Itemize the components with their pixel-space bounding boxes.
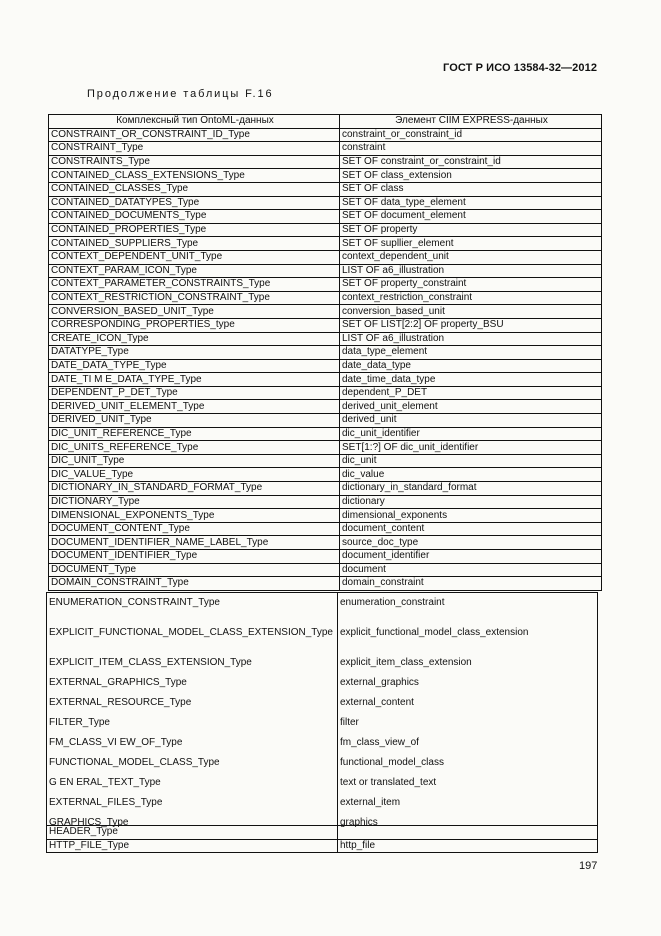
- table-row: [49, 414, 602, 428]
- ciim-element-cell: filter: [338, 713, 598, 733]
- document-code: ГОСТ Р ИСО 13584-32—2012: [443, 62, 598, 74]
- table-row: [49, 142, 602, 156]
- ontoml-type-cell: EXPLICIT_FUNCTIONAL_MODEL_CLASS_EXTENSION_Type: [47, 613, 338, 653]
- table-row: [49, 563, 602, 577]
- mapping-table: [48, 114, 602, 591]
- table-row: [49, 182, 602, 196]
- ciim-element-cell: dependent_P_DET: [340, 386, 602, 400]
- table-row: [47, 733, 598, 753]
- ciim-element-cell: conversion_based_unit: [340, 305, 602, 319]
- ciim-element-cell: dic_value: [340, 468, 602, 482]
- ciim-element-cell: dic_unit: [340, 454, 602, 468]
- ontoml-type-cell: CONSTRAINT_OR_CONSTRAINT_ID_Type: [49, 128, 340, 142]
- ciim-element-cell: SET OF class_extension: [340, 169, 602, 183]
- ciim-element-cell: derived_unit: [340, 414, 602, 428]
- table-row: [49, 522, 602, 536]
- ciim-element-cell: dictionary: [340, 495, 602, 509]
- ciim-element-cell: SET OF constraint_or_constraint_id: [340, 155, 602, 169]
- ciim-element-cell: explicit_functional_model_class_extension: [338, 613, 598, 653]
- ciim-element-cell: document_content: [340, 522, 602, 536]
- ciim-element-cell: [338, 826, 598, 840]
- ontoml-type-cell: DOCUMENT_IDENTIFIER_Type: [49, 550, 340, 564]
- ciim-element-cell: explicit_item_class_extension: [338, 653, 598, 673]
- column-header: Элемент CIIM EXPRESS-данных: [340, 115, 602, 129]
- ontoml-type-cell: DICTIONARY_Type: [49, 495, 340, 509]
- ontoml-type-cell: DICTIONARY_IN_STANDARD_FORMAT_Type: [49, 482, 340, 496]
- ontoml-type-cell: DOMAIN_CONSTRAINT_Type: [49, 577, 340, 591]
- ontoml-type-cell: DOCUMENT_IDENTIFIER_NAME_LABEL_Type: [49, 536, 340, 550]
- table-row: [49, 237, 602, 251]
- ciim-element-cell: SET[1:?] OF dic_unit_identifier: [340, 441, 602, 455]
- ontoml-type-cell: DIC_UNITS_REFERENCE_Type: [49, 441, 340, 455]
- ciim-element-cell: SET OF class: [340, 182, 602, 196]
- page-number: 197: [579, 860, 598, 872]
- ontoml-type-cell: CONSTRAINT_Type: [49, 142, 340, 156]
- table-row: [49, 454, 602, 468]
- ciim-element-cell: text or translated_text: [338, 773, 598, 793]
- ontoml-type-cell: CONVERSION_BASED_UNIT_Type: [49, 305, 340, 319]
- ontoml-type-cell: CONTEXT_PARAM_ICON_Type: [49, 264, 340, 278]
- ciim-element-cell: data_type_element: [340, 346, 602, 360]
- ciim-element-cell: external_content: [338, 693, 598, 713]
- table-row: [47, 653, 598, 673]
- ontoml-type-cell: CONTAINED_SUPPLIERS_Type: [49, 237, 340, 251]
- ciim-element-cell: document: [340, 563, 602, 577]
- table-row: [49, 332, 602, 346]
- ciim-element-cell: LIST OF a6_illustration: [340, 332, 602, 346]
- table-row: [47, 613, 598, 653]
- ciim-element-cell: LIST OF a6_illustration: [340, 264, 602, 278]
- table-row: [49, 155, 602, 169]
- table-row: [49, 346, 602, 360]
- table-row: [49, 305, 602, 319]
- ciim-element-cell: SET OF property_constraint: [340, 278, 602, 292]
- ciim-element-cell: constraint_or_constraint_id: [340, 128, 602, 142]
- table-row: [49, 264, 602, 278]
- ontoml-type-cell: DOCUMENT_Type: [49, 563, 340, 577]
- ciim-element-cell: external_graphics: [338, 673, 598, 693]
- table-row: [49, 210, 602, 224]
- ontoml-type-cell: CONTAINED_PROPERTIES_Type: [49, 223, 340, 237]
- table-row: [49, 291, 602, 305]
- ontoml-type-cell: CONTEXT_PARAMETER_CONSTRAINTS_Type: [49, 278, 340, 292]
- ciim-element-cell: derived_unit_element: [340, 400, 602, 414]
- ontoml-type-cell: DIMENSIONAL_EXPONENTS_Type: [49, 509, 340, 523]
- ciim-element-cell: SET OF document_element: [340, 210, 602, 224]
- ontoml-type-cell: ENUMERATION_CONSTRAINT_Type: [47, 593, 338, 614]
- ciim-element-cell: domain_constraint: [340, 577, 602, 591]
- ciim-element-cell: source_doc_type: [340, 536, 602, 550]
- ontoml-type-cell: DEPENDENT_P_DET_Type: [49, 386, 340, 400]
- table-row: [49, 196, 602, 210]
- ontoml-type-cell: FILTER_Type: [47, 713, 338, 733]
- table-row: [47, 773, 598, 793]
- table-row: [49, 509, 602, 523]
- ciim-element-cell: constraint: [340, 142, 602, 156]
- ontoml-type-cell: HEADER_Type: [47, 826, 338, 840]
- ciim-element-cell: SET OF data_type_element: [340, 196, 602, 210]
- ontoml-type-cell: CONTAINED_DATATYPES_Type: [49, 196, 340, 210]
- table-row: [49, 278, 602, 292]
- ciim-element-cell: graphics: [338, 813, 598, 833]
- ontoml-type-cell: HTTP_FILE_Type: [47, 839, 338, 853]
- ciim-element-cell: SET OF LIST[2:2] OF property_BSU: [340, 318, 602, 332]
- ontoml-type-cell: FM_CLASS_VI EW_OF_Type: [47, 733, 338, 753]
- ciim-element-cell: enumeration_constraint: [338, 593, 598, 614]
- ciim-element-cell: SET OF supllier_element: [340, 237, 602, 251]
- ontoml-type-cell: CONTAINED_CLASS_EXTENSIONS_Type: [49, 169, 340, 183]
- table-row: [49, 373, 602, 387]
- table-row: [49, 223, 602, 237]
- ontoml-type-cell: EXPLICIT_ITEM_CLASS_EXTENSION_Type: [47, 653, 338, 673]
- ontoml-type-cell: G EN ERAL_TEXT_Type: [47, 773, 338, 793]
- ciim-element-cell: document_identifier: [340, 550, 602, 564]
- ciim-element-cell: date_data_type: [340, 359, 602, 373]
- table-row: [47, 693, 598, 713]
- table-row: [49, 386, 602, 400]
- ontoml-type-cell: EXTERNAL_GRAPHICS_Type: [47, 673, 338, 693]
- ontoml-type-cell: CORRESPONDING_PROPERTIES_type: [49, 318, 340, 332]
- ontoml-type-cell: CREATE_ICON_Type: [49, 332, 340, 346]
- table-row: [47, 793, 598, 813]
- table-row: [47, 839, 598, 853]
- ontoml-type-cell: EXTERNAL_FILES_Type: [47, 793, 338, 813]
- table-row: [49, 359, 602, 373]
- table-continuation-caption: Продолжение таблицы F.16: [87, 88, 274, 100]
- ontoml-type-cell: CONTAINED_DOCUMENTS_Type: [49, 210, 340, 224]
- table-row: [47, 753, 598, 773]
- ontoml-type-cell: DATE_DATA_TYPE_Type: [49, 359, 340, 373]
- table-row: [49, 468, 602, 482]
- table-row: [49, 427, 602, 441]
- table-row: [47, 826, 598, 840]
- ciim-element-cell: dictionary_in_standard_format: [340, 482, 602, 496]
- ciim-element-cell: context_restriction_constraint: [340, 291, 602, 305]
- ontoml-type-cell: DIC_UNIT_REFERENCE_Type: [49, 427, 340, 441]
- mapping-table-tail: [46, 825, 598, 853]
- ciim-element-cell: date_time_data_type: [340, 373, 602, 387]
- mapping-table-continuation: [46, 592, 598, 833]
- table-row: [49, 495, 602, 509]
- ontoml-type-cell: GRAPHICS_Type: [47, 813, 338, 833]
- table-row: [49, 550, 602, 564]
- table-row: [47, 673, 598, 693]
- table-row: [49, 128, 602, 142]
- ontoml-type-cell: CONSTRAINTS_Type: [49, 155, 340, 169]
- table-row: [49, 441, 602, 455]
- ciim-element-cell: dimensional_exponents: [340, 509, 602, 523]
- ontoml-type-cell: DATE_TI M E_DATA_TYPE_Type: [49, 373, 340, 387]
- table-row: [49, 250, 602, 264]
- ontoml-type-cell: DOCUMENT_CONTENT_Type: [49, 522, 340, 536]
- table-row: [47, 593, 598, 614]
- ontoml-type-cell: CONTEXT_DEPENDENT_UNIT_Type: [49, 250, 340, 264]
- table-row: [49, 536, 602, 550]
- ontoml-type-cell: DIC_VALUE_Type: [49, 468, 340, 482]
- ciim-element-cell: context_dependent_unit: [340, 250, 602, 264]
- ciim-element-cell: http_file: [338, 839, 598, 853]
- ciim-element-cell: SET OF property: [340, 223, 602, 237]
- table-row: [47, 713, 598, 733]
- ontoml-type-cell: CONTEXT_RESTRICTION_CONSTRAINT_Type: [49, 291, 340, 305]
- ontoml-type-cell: FUNCTIONAL_MODEL_CLASS_Type: [47, 753, 338, 773]
- ontoml-type-cell: DERIVED_UNIT_ELEMENT_Type: [49, 400, 340, 414]
- ontoml-type-cell: CONTAINED_CLASSES_Type: [49, 182, 340, 196]
- table-row: [49, 400, 602, 414]
- table-row: [49, 318, 602, 332]
- ontoml-type-cell: DIC_UNIT_Type: [49, 454, 340, 468]
- column-header: Комплексный тип OntoML-данных: [49, 115, 340, 129]
- table-header-row: [49, 115, 602, 129]
- ontoml-type-cell: EXTERNAL_RESOURCE_Type: [47, 693, 338, 713]
- table-row: [49, 577, 602, 591]
- ontoml-type-cell: DATATYPE_Type: [49, 346, 340, 360]
- ciim-element-cell: fm_class_view_of: [338, 733, 598, 753]
- table-row: [49, 482, 602, 496]
- ciim-element-cell: functional_model_class: [338, 753, 598, 773]
- ciim-element-cell: dic_unit_identifier: [340, 427, 602, 441]
- ciim-element-cell: external_item: [338, 793, 598, 813]
- table-row: [49, 169, 602, 183]
- ontoml-type-cell: DERIVED_UNIT_Type: [49, 414, 340, 428]
